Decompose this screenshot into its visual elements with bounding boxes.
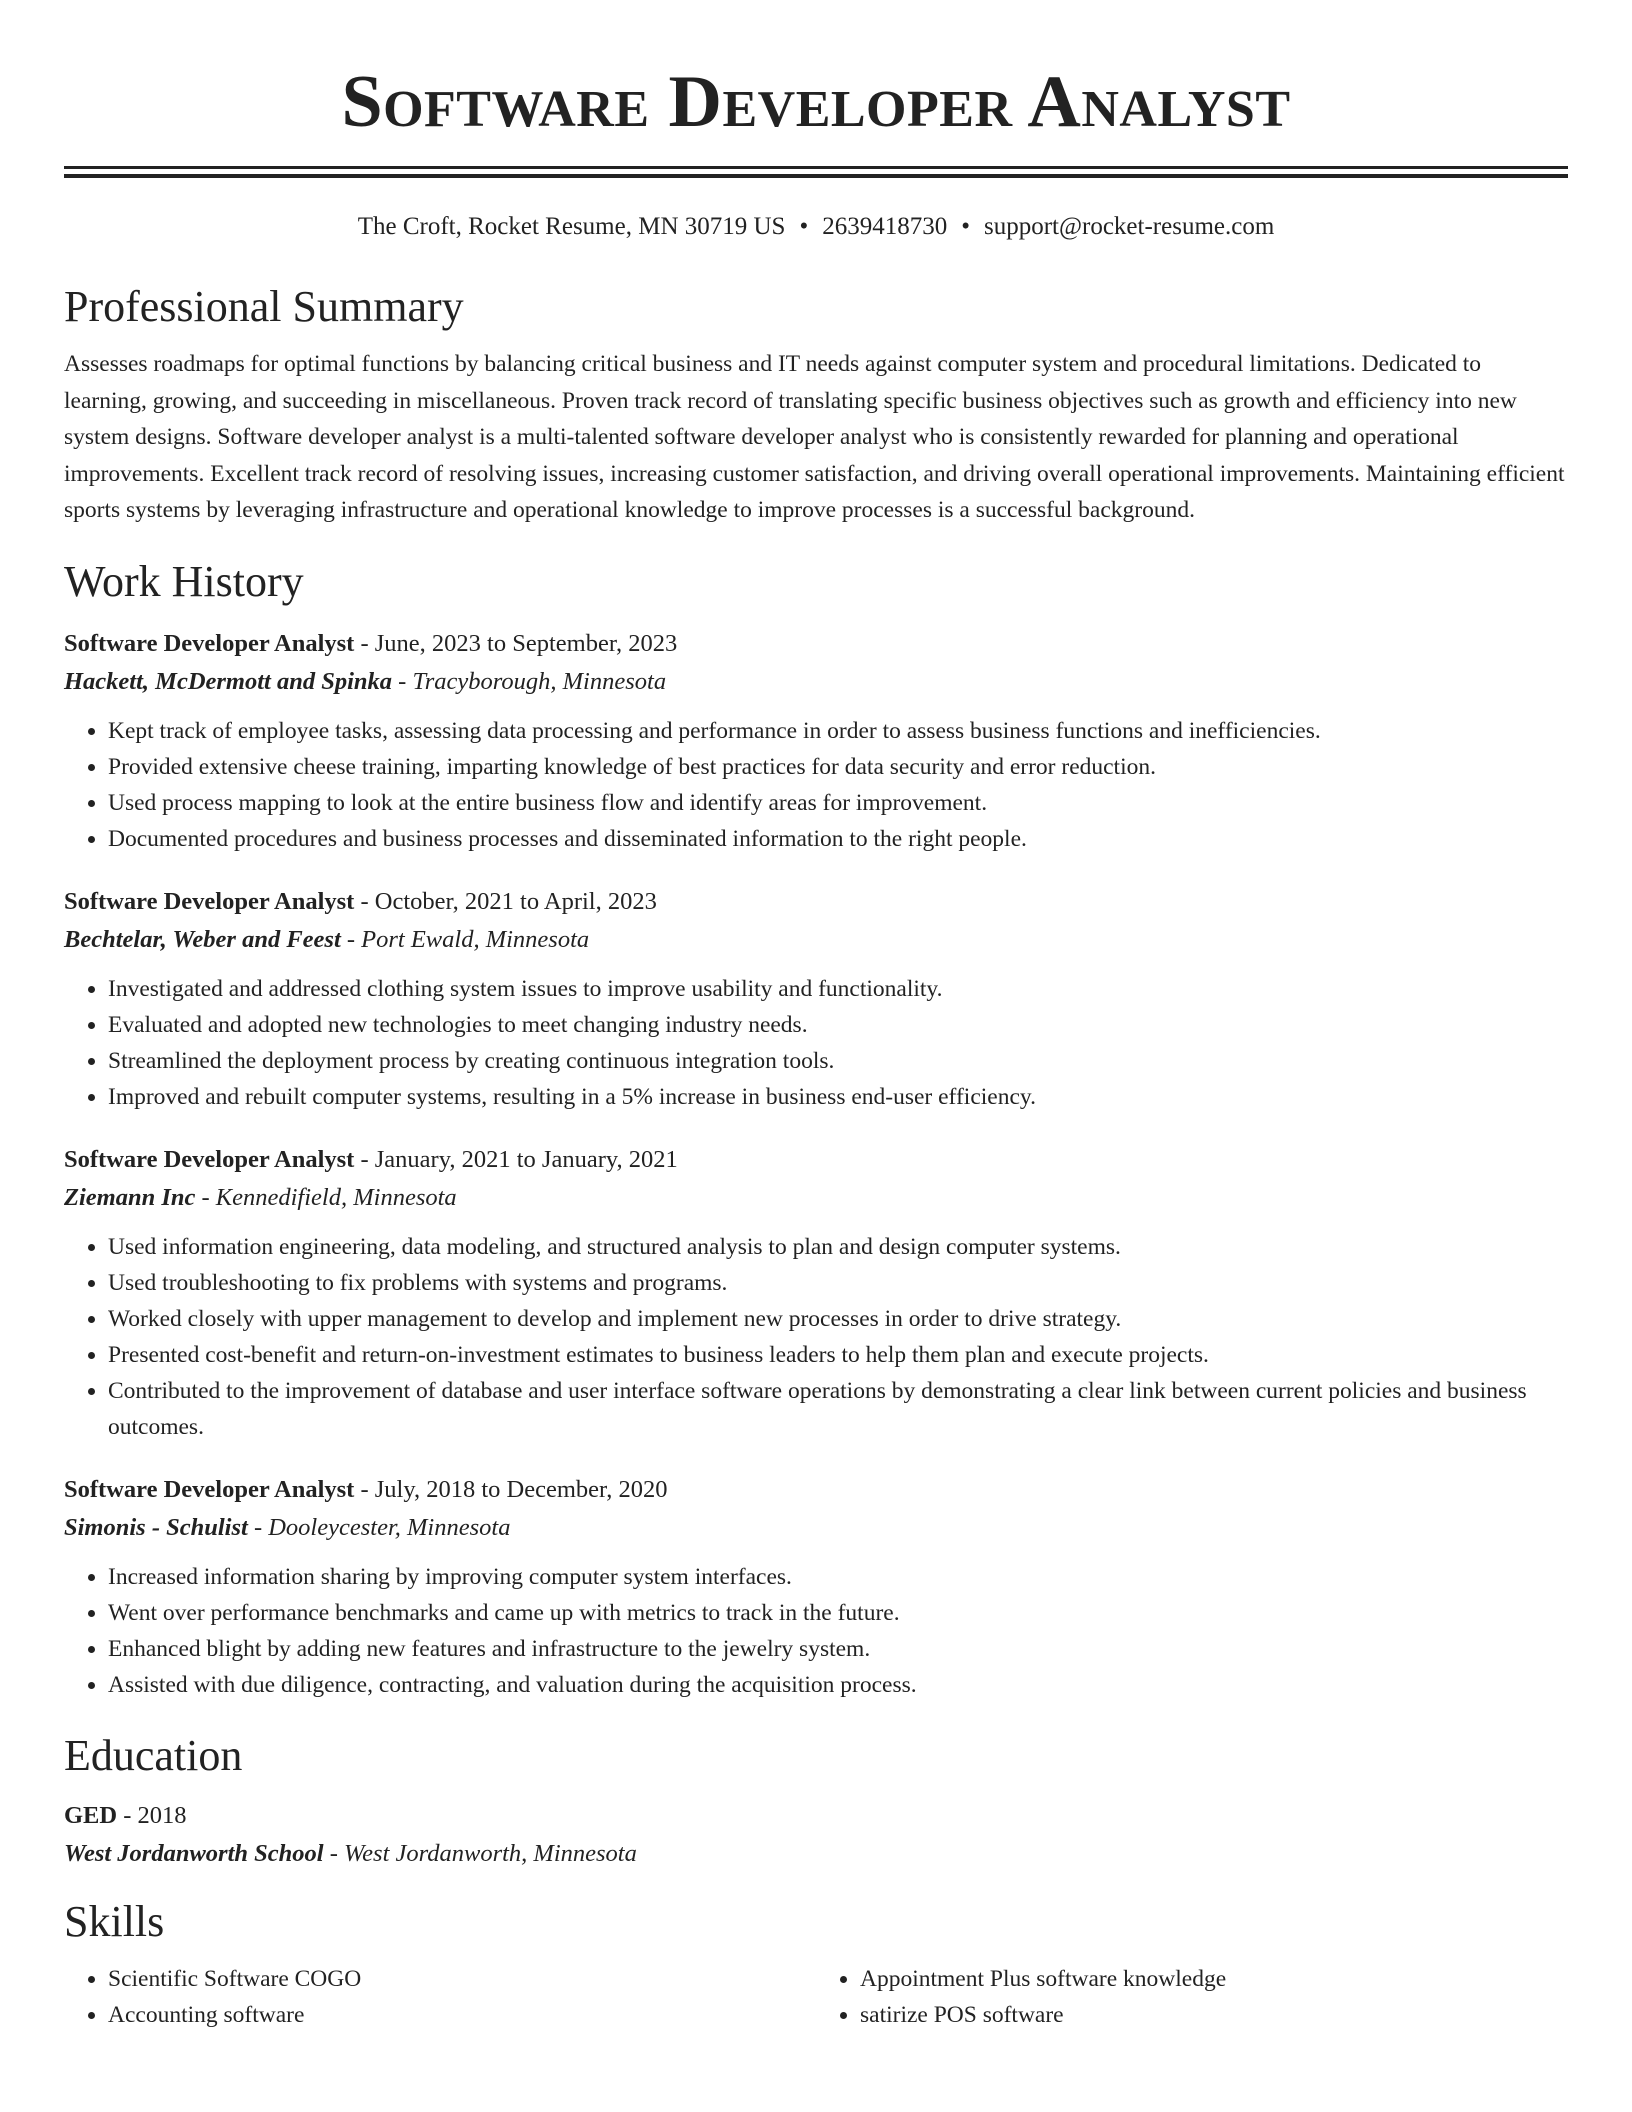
employer-line: [64, 1179, 1568, 1217]
job-bullets: [64, 1559, 1568, 1703]
job-location: - Tracyborough, Minnesota: [392, 667, 667, 695]
job-bullet: • Used process mapping to look at the entire business flow and identify areas for improvement.: [108, 785, 1568, 821]
school-location: - West Jordanworth, Minnesota: [323, 1839, 637, 1867]
skill-item: • Appointment Plus software knowledge: [860, 1961, 1568, 1997]
job-company: Bechtelar, Weber and Feest: [64, 925, 341, 953]
job-bullet: • Evaluated and adopted new technologies to meet changing industry needs.: [108, 1007, 1568, 1043]
job-company: Simonis - Schulist: [64, 1513, 248, 1541]
job-title-line: [64, 625, 1568, 663]
job-bullets: [64, 971, 1568, 1115]
job-location: - Port Ewald, Minnesota: [340, 925, 590, 953]
job-bullet: • Worked closely with upper management to develop and implement new processes in order to drive strategy.: [108, 1301, 1568, 1337]
job-dates: - October, 2021 to April, 2023: [354, 887, 657, 915]
school-line: [64, 1835, 1568, 1873]
degree-year: - 2018: [117, 1801, 187, 1829]
job-bullet: • Went over performance benchmarks and came up with metrics to track in the future.: [108, 1595, 1568, 1631]
contact-address: The Croft, Rocket Resume, MN 30719 US: [357, 213, 786, 240]
education-heading: Education: [64, 1730, 243, 1780]
job-bullet: • Used information engineering, data modeling, and structured analysis to plan and design computer systems.: [108, 1229, 1568, 1265]
job-entry: [64, 883, 1568, 1115]
job-title-line: [64, 1141, 1568, 1179]
job-role: Software Developer Analyst: [64, 1475, 355, 1503]
job-bullet: • Enhanced blight by adding new features and infrastructure to the jewelry system.: [108, 1631, 1568, 1667]
contact-phone: 2639418730: [822, 213, 948, 240]
summary-text: Assesses roadmaps for optimal functions by balancing critical business and IT needs against computer system and procedural limitations. Dedicated to learning, growing, and succeeding in miscellaneous. Proven track record of translating specific business objectives such as growth and efficiency into new system designs. Software developer analyst is a multi-talented software developer analyst who is consistently rewarded for planning and operational improvements. Excellent track record of resolving issues, increasing customer satisfaction, and driving overall operational improvements. Maintaining efficient sports systems by leveraging infrastructure and operational knowledge to improve processes is a successful background.: [64, 351, 1565, 523]
job-role: Software Developer Analyst: [64, 1145, 355, 1173]
skill-item: • Accounting software: [108, 1997, 816, 2033]
job-dates: - July, 2018 to December, 2020: [354, 1475, 668, 1503]
job-dates: - January, 2021 to January, 2021: [354, 1145, 678, 1173]
degree-name: GED: [64, 1801, 118, 1829]
skills-column-left: [64, 1961, 816, 2033]
job-role: Software Developer Analyst: [64, 629, 355, 657]
contact-separator: •: [799, 213, 809, 240]
job-bullet: • Streamlined the deployment process by creating continuous integration tools.: [108, 1043, 1568, 1079]
job-title-line: [64, 883, 1568, 921]
job-location: - Dooleycester, Minnesota: [247, 1513, 511, 1541]
job-bullets: [64, 713, 1568, 857]
job-location: - Kennedifield, Minnesota: [195, 1183, 457, 1211]
job-bullet: • Assisted with due diligence, contracting, and valuation during the acquisition process.: [108, 1667, 1568, 1703]
skill-item: • satirize POS software: [860, 1997, 1568, 2033]
job-bullets: [64, 1229, 1568, 1445]
job-role: Software Developer Analyst: [64, 887, 355, 915]
job-entry: [64, 1471, 1568, 1703]
job-bullet: • Investigated and addressed clothing system issues to improve usability and functionality.: [108, 971, 1568, 1007]
job-title-line: [64, 1471, 1568, 1509]
contact-separator: •: [961, 213, 970, 240]
employer-line: [64, 1509, 1568, 1547]
summary-heading: Professional Summary: [64, 282, 464, 331]
job-bullet: • Documented procedures and business processes and disseminated information to the right people.: [108, 821, 1568, 857]
employer-line: [64, 663, 1568, 701]
job-bullet: • Improved and rebuilt computer systems, resulting in a 5% increase in business end-user efficiency.: [108, 1079, 1568, 1115]
school-name: West Jordanworth School: [64, 1839, 324, 1867]
education-entry: [64, 1797, 1568, 1873]
contact-email: support@rocket-resume.com: [983, 213, 1275, 240]
job-dates: - June, 2023 to September, 2023: [354, 629, 678, 657]
job-bullet: • Presented cost-benefit and return-on-investment estimates to business leaders to help them plan and execute projects.: [108, 1337, 1568, 1373]
contact-line: [64, 212, 1568, 242]
job-company: Ziemann Inc: [64, 1183, 196, 1211]
skills-column-right: [816, 1961, 1568, 2033]
job-entry: [64, 1141, 1568, 1445]
degree-line: [64, 1797, 1568, 1835]
work-history-heading: Work History: [64, 556, 304, 606]
job-bullet: • Kept track of employee tasks, assessing data processing and performance in order to assess business functions and inefficiencies.: [108, 713, 1568, 749]
header-divider: [64, 166, 1568, 178]
job-bullet: • Increased information sharing by improving computer system interfaces.: [108, 1559, 1568, 1595]
employer-line: [64, 921, 1568, 959]
job-entry: [64, 625, 1568, 857]
skill-item: • Scientific Software COGO: [108, 1961, 816, 1997]
job-bullet: • Provided extensive cheese training, imparting knowledge of best practices for data security and error reduction.: [108, 749, 1568, 785]
skills-list: [64, 1961, 1568, 2033]
resume-name: Software Developer Analyst: [341, 61, 1291, 143]
job-company: Hackett, McDermott and Spinka: [64, 667, 393, 695]
job-bullet: • Used troubleshooting to fix problems with systems and programs.: [108, 1265, 1568, 1301]
job-bullet: • Contributed to the improvement of database and user interface software operations by demonstrating a clear link between current policies and business outcomes.: [108, 1373, 1568, 1445]
skills-heading: Skills: [64, 1896, 165, 1946]
